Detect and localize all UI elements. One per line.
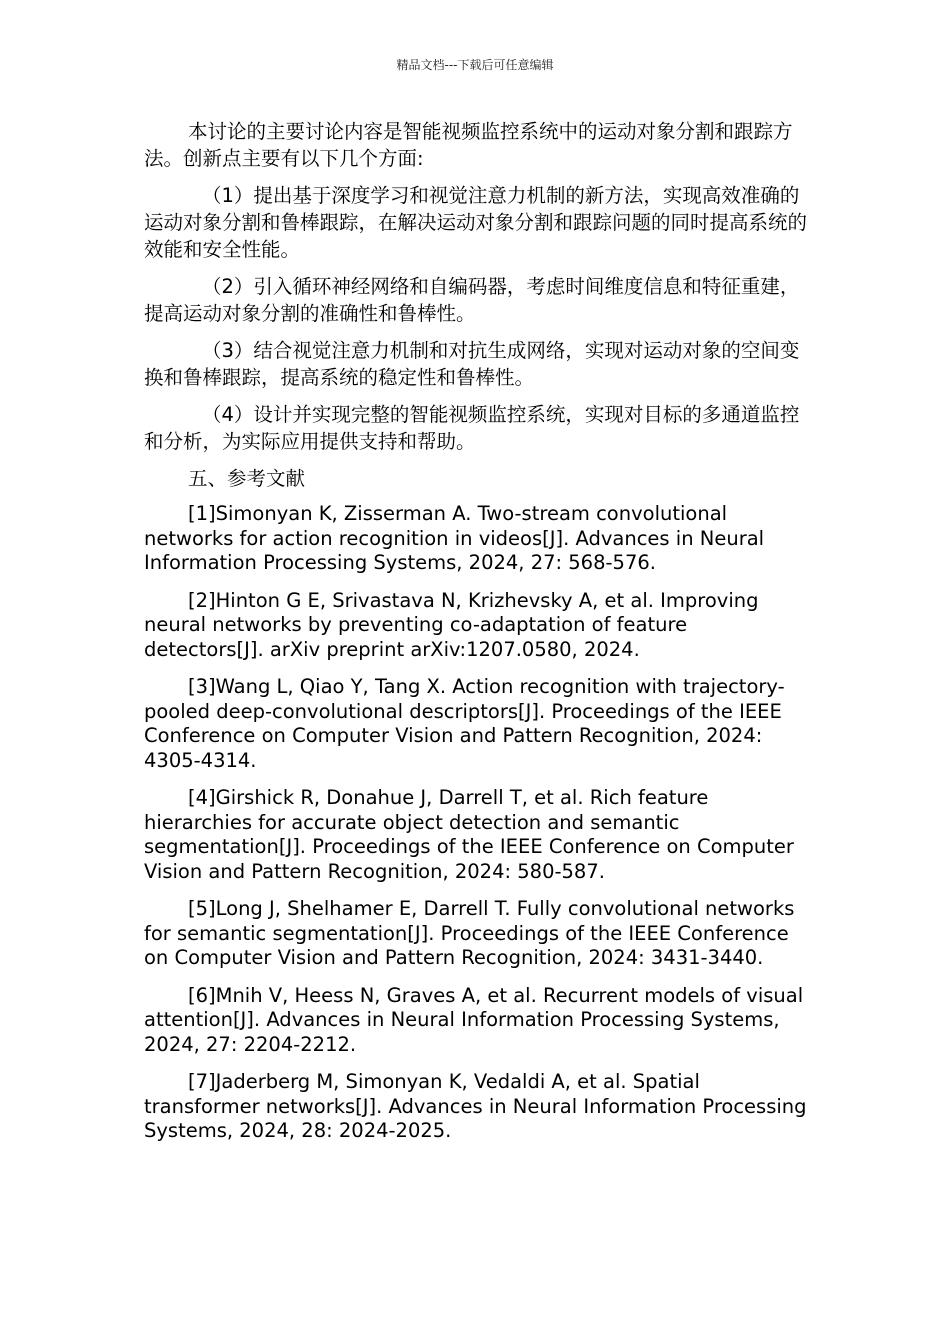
reference-item: [3]Wang L, Qiao Y, Tang X. Action recognition with trajectory-pooled deep-convolutional descriptors[J]. Proceedings of the IEEE Conference on Computer Vision and Pattern Recognition, 2024: 4305-4314. bbox=[144, 675, 785, 772]
innovation-point-3: （3）结合视觉注意力机制和对抗生成网络，实现对运动对象的空间变换和鲁棒跟踪，提高系统的稳定性和鲁棒性。 bbox=[144, 339, 800, 389]
intro-paragraph: 本讨论的主要讨论内容是智能视频监控系统中的运动对象分割和跟踪方法。创新点主要有以下几个方面: bbox=[144, 120, 793, 170]
innovation-point-1: （1）提出基于深度学习和视觉注意力机制的新方法，实现高效准确的运动对象分割和鲁棒跟踪，在解决运动对象分割和跟踪问题的同时提高系统的效能和安全性能。 bbox=[144, 184, 808, 261]
page-header: 精品文档---下载后可任意编辑 bbox=[396, 58, 554, 72]
section-title-references: 五、参考文献 bbox=[188, 467, 306, 490]
reference-item: [7]Jaderberg M, Simonyan K, Vedaldi A, et al. Spatial transformer networks[J]. Advances in Neural Information Processing Systems, 2024, 28: 2024-2025. bbox=[144, 1070, 807, 1142]
reference-item: [1]Simonyan K, Zisserman A. Two-stream convolutional networks for action recognition in videos[J]. Advances in Neural Information Processing Systems, 2024, 27: 568-576. bbox=[144, 502, 765, 574]
innovation-point-4: （4）设计并实现完整的智能视频监控系统，实现对目标的多通道监控和分析，为实际应用提供支持和帮助。 bbox=[144, 403, 800, 453]
reference-item: [4]Girshick R, Donahue J, Darrell T, et al. Rich feature hierarchies for accurate object detection and semantic segmentation[J]. Proceedings of the IEEE Conference on Computer Vision and Pattern Recognition, 2024: 580-587. bbox=[144, 786, 794, 883]
reference-item: [5]Long J, Shelhamer E, Darrell T. Fully convolutional networks for semantic segmentation[J]. Proceedings of the IEEE Conference on Computer Vision and Pattern Recognition, 2024: 3431-3440. bbox=[144, 897, 795, 969]
innovation-point-2: （2）引入循环神经网络和自编码器，考虑时间维度信息和特征重建，提高运动对象分割的准确性和鲁棒性。 bbox=[144, 275, 800, 325]
reference-item: [2]Hinton G E, Srivastava N, Krizhevsky A, et al. Improving neural networks by preventing co-adaptation of feature detectors[J]. arXiv preprint arXiv:1207.0580, 2024. bbox=[144, 588, 759, 661]
reference-item: [6]Mnih V, Heess N, Graves A, et al. Recurrent models of visual attention[J]. Advances in Neural Information Processing Systems, 2024, 27: 2204-2212. bbox=[144, 983, 804, 1056]
document-body bbox=[144, 118, 808, 1157]
